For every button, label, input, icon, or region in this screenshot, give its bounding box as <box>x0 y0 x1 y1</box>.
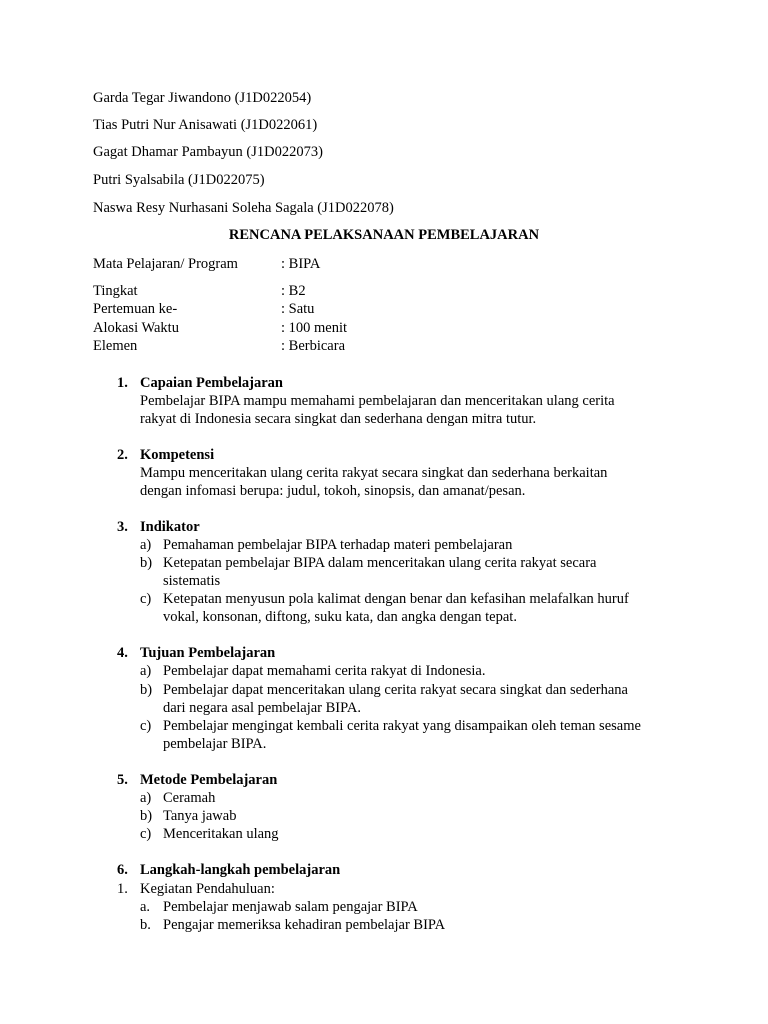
section-heading-metode: Metode Pembelajaran <box>140 772 278 788</box>
metode-item-a-letter: a) <box>140 790 152 806</box>
indikator-item-b-line-1: Ketepatan pembelajar BIPA dalam menceritakan ulang cerita rakyat secara <box>163 555 597 571</box>
author-2: Tias Putri Nur Anisawati (J1D022061) <box>93 117 318 133</box>
metode-item-a-text: Ceramah <box>163 790 216 806</box>
document-title: RENCANA PELAKSANAAN PEMBELAJARAN <box>228 227 540 243</box>
metode-item-c-letter: c) <box>140 826 152 842</box>
langkah-sub-heading: Kegiatan Pendahuluan: <box>140 881 275 897</box>
tujuan-item-a-letter: a) <box>140 663 152 679</box>
info-label-alokasi-waktu: Alokasi Waktu <box>93 320 179 336</box>
section-number-metode: 5. <box>117 772 128 788</box>
section-number-kompetensi: 2. <box>117 447 128 463</box>
metode-item-c-text: Menceritakan ulang <box>163 826 279 842</box>
langkah-sub-number: 1. <box>117 881 128 897</box>
section-heading-tujuan: Tujuan Pembelajaran <box>140 645 276 661</box>
section-number-langkah: 6. <box>117 862 128 878</box>
capaian-text-line-1: Pembelajar BIPA mampu memahami pembelajaran dan menceritakan ulang cerita <box>140 393 615 409</box>
section-number-capaian: 1. <box>117 375 128 391</box>
tujuan-item-b-line-2: dari negara asal pembelajar BIPA. <box>163 700 361 716</box>
author-3: Gagat Dhamar Pambayun (J1D022073) <box>93 144 323 160</box>
indikator-item-c-line-2: vokal, konsonan, diftong, suku kata, dan angka dengan tepat. <box>163 609 517 625</box>
section-heading-langkah: Langkah-langkah pembelajaran <box>140 862 341 878</box>
indikator-item-a-letter: a) <box>140 537 152 553</box>
section-heading-capaian: Capaian Pembelajaran <box>140 375 283 391</box>
info-label-elemen: Elemen <box>93 338 138 354</box>
info-value-pertemuan: : Satu <box>281 301 315 317</box>
metode-item-b-text: Tanya jawab <box>163 808 237 824</box>
metode-item-b-letter: b) <box>140 808 153 824</box>
indikator-item-c-letter: c) <box>140 591 152 607</box>
kompetensi-text-line-2: dengan infomasi berupa: judul, tokoh, sinopsis, dan amanat/pesan. <box>140 483 526 499</box>
section-heading-kompetensi: Kompetensi <box>140 447 215 463</box>
section-heading-indikator: Indikator <box>140 519 200 535</box>
section-number-tujuan: 4. <box>117 645 128 661</box>
kompetensi-text-line-1: Mampu menceritakan ulang cerita rakyat secara singkat dan sederhana berkaitan <box>140 465 608 481</box>
info-value-alokasi-waktu: : 100 menit <box>281 320 348 336</box>
author-4: Putri Syalsabila (J1D022075) <box>93 172 265 188</box>
author-5: Naswa Resy Nurhasani Soleha Sagala (J1D022078) <box>93 200 394 216</box>
info-label-pertemuan: Pertemuan ke- <box>93 301 178 317</box>
capaian-text-line-2: rakyat di Indonesia secara singkat dan sederhana dengan mitra tutur. <box>140 411 537 427</box>
indikator-item-c-line-1: Ketepatan menyusun pola kalimat dengan benar dan kefasihan melafalkan huruf <box>163 591 629 607</box>
info-value-tingkat: : B2 <box>281 283 306 299</box>
langkah-item-b-text: Pengajar memeriksa kehadiran pembelajar BIPA <box>163 917 446 933</box>
indikator-item-b-line-2: sistematis <box>163 573 221 589</box>
info-value-mata-pelajaran: : BIPA <box>281 256 321 272</box>
langkah-item-a-letter: a. <box>140 899 151 915</box>
tujuan-item-c-letter: c) <box>140 718 152 734</box>
tujuan-item-b-line-1: Pembelajar dapat menceritakan ulang cerita rakyat secara singkat dan sederhana <box>163 682 628 698</box>
indikator-item-b-letter: b) <box>140 555 153 571</box>
info-value-elemen: : Berbicara <box>281 338 346 354</box>
tujuan-item-a-line-1: Pembelajar dapat memahami cerita rakyat di Indonesia. <box>163 663 486 679</box>
tujuan-item-c-line-1: Pembelajar mengingat kembali cerita rakyat yang disampaikan oleh teman sesame <box>163 718 641 734</box>
section-number-indikator: 3. <box>117 519 128 535</box>
tujuan-item-b-letter: b) <box>140 682 153 698</box>
author-1: Garda Tegar Jiwandono (J1D022054) <box>93 90 312 106</box>
info-label-mata-pelajaran: Mata Pelajaran/ Program <box>93 256 238 272</box>
tujuan-item-c-line-2: pembelajar BIPA. <box>163 736 267 752</box>
langkah-item-b-letter: b. <box>140 917 151 933</box>
indikator-item-a-line-1: Pemahaman pembelajar BIPA terhadap materi pembelajaran <box>163 537 513 553</box>
langkah-item-a-text: Pembelajar menjawab salam pengajar BIPA <box>163 899 418 915</box>
info-label-tingkat: Tingkat <box>93 283 138 299</box>
